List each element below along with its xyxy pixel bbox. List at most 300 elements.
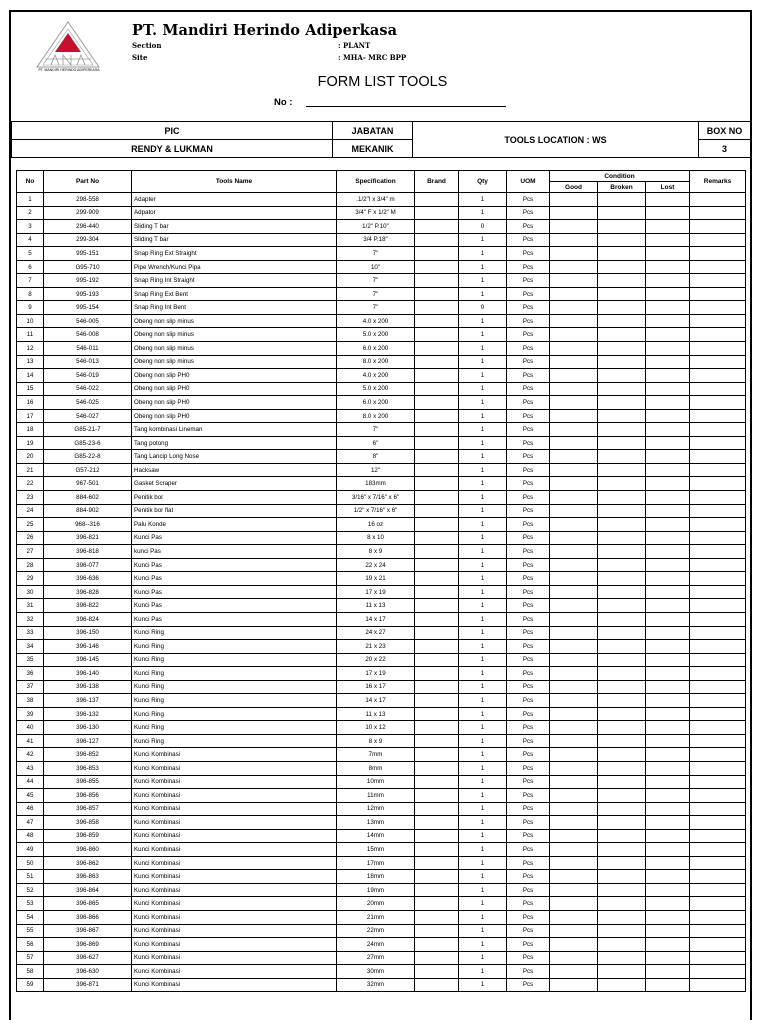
row-lost[interactable] <box>646 816 690 830</box>
row-good[interactable] <box>550 274 598 288</box>
row-remarks[interactable] <box>690 193 746 207</box>
row-broken[interactable] <box>598 640 646 654</box>
row-brand[interactable] <box>415 965 459 979</box>
row-lost[interactable] <box>646 924 690 938</box>
row-brand[interactable] <box>415 450 459 464</box>
row-lost[interactable] <box>646 369 690 383</box>
row-brand[interactable] <box>415 220 459 234</box>
row-remarks[interactable] <box>690 653 746 667</box>
row-brand[interactable] <box>415 938 459 952</box>
row-broken[interactable] <box>598 667 646 681</box>
row-broken[interactable] <box>598 206 646 220</box>
row-good[interactable] <box>550 612 598 626</box>
row-brand[interactable] <box>415 382 459 396</box>
row-remarks[interactable] <box>690 802 746 816</box>
row-brand[interactable] <box>415 856 459 870</box>
row-good[interactable] <box>550 409 598 423</box>
row-remarks[interactable] <box>690 599 746 613</box>
row-broken[interactable] <box>598 694 646 708</box>
row-good[interactable] <box>550 328 598 342</box>
row-remarks[interactable] <box>690 694 746 708</box>
row-remarks[interactable] <box>690 328 746 342</box>
row-good[interactable] <box>550 342 598 356</box>
row-remarks[interactable] <box>690 572 746 586</box>
row-good[interactable] <box>550 463 598 477</box>
row-remarks[interactable] <box>690 951 746 965</box>
row-lost[interactable] <box>646 477 690 491</box>
row-good[interactable] <box>550 802 598 816</box>
row-lost[interactable] <box>646 260 690 274</box>
row-brand[interactable] <box>415 802 459 816</box>
row-broken[interactable] <box>598 531 646 545</box>
row-remarks[interactable] <box>690 369 746 383</box>
row-lost[interactable] <box>646 707 690 721</box>
row-brand[interactable] <box>415 680 459 694</box>
row-good[interactable] <box>550 856 598 870</box>
row-brand[interactable] <box>415 504 459 518</box>
row-brand[interactable] <box>415 260 459 274</box>
row-brand[interactable] <box>415 789 459 803</box>
row-broken[interactable] <box>598 545 646 559</box>
row-brand[interactable] <box>415 640 459 654</box>
row-broken[interactable] <box>598 924 646 938</box>
row-good[interactable] <box>550 450 598 464</box>
row-good[interactable] <box>550 721 598 735</box>
row-broken[interactable] <box>598 680 646 694</box>
row-remarks[interactable] <box>690 504 746 518</box>
row-brand[interactable] <box>415 558 459 572</box>
row-broken[interactable] <box>598 761 646 775</box>
row-broken[interactable] <box>598 802 646 816</box>
row-broken[interactable] <box>598 910 646 924</box>
row-brand[interactable] <box>415 951 459 965</box>
row-good[interactable] <box>550 531 598 545</box>
row-remarks[interactable] <box>690 707 746 721</box>
row-remarks[interactable] <box>690 978 746 992</box>
row-remarks[interactable] <box>690 342 746 356</box>
row-lost[interactable] <box>646 856 690 870</box>
row-lost[interactable] <box>646 640 690 654</box>
row-broken[interactable] <box>598 220 646 234</box>
row-remarks[interactable] <box>690 843 746 857</box>
row-good[interactable] <box>550 504 598 518</box>
row-brand[interactable] <box>415 477 459 491</box>
row-lost[interactable] <box>646 342 690 356</box>
row-brand[interactable] <box>415 599 459 613</box>
row-lost[interactable] <box>646 897 690 911</box>
row-lost[interactable] <box>646 206 690 220</box>
row-broken[interactable] <box>598 978 646 992</box>
row-lost[interactable] <box>646 531 690 545</box>
row-brand[interactable] <box>415 707 459 721</box>
row-broken[interactable] <box>598 247 646 261</box>
row-remarks[interactable] <box>690 396 746 410</box>
row-good[interactable] <box>550 369 598 383</box>
row-good[interactable] <box>550 843 598 857</box>
row-good[interactable] <box>550 206 598 220</box>
row-lost[interactable] <box>646 423 690 437</box>
row-remarks[interactable] <box>690 491 746 505</box>
row-broken[interactable] <box>598 816 646 830</box>
row-lost[interactable] <box>646 843 690 857</box>
row-remarks[interactable] <box>690 382 746 396</box>
row-lost[interactable] <box>646 287 690 301</box>
row-brand[interactable] <box>415 463 459 477</box>
row-good[interactable] <box>550 382 598 396</box>
row-remarks[interactable] <box>690 220 746 234</box>
row-broken[interactable] <box>598 599 646 613</box>
row-lost[interactable] <box>646 328 690 342</box>
row-good[interactable] <box>550 220 598 234</box>
row-broken[interactable] <box>598 314 646 328</box>
row-lost[interactable] <box>646 274 690 288</box>
row-broken[interactable] <box>598 450 646 464</box>
row-lost[interactable] <box>646 721 690 735</box>
row-brand[interactable] <box>415 897 459 911</box>
row-remarks[interactable] <box>690 247 746 261</box>
row-broken[interactable] <box>598 463 646 477</box>
row-lost[interactable] <box>646 572 690 586</box>
row-brand[interactable] <box>415 748 459 762</box>
row-brand[interactable] <box>415 667 459 681</box>
row-brand[interactable] <box>415 355 459 369</box>
row-broken[interactable] <box>598 328 646 342</box>
row-broken[interactable] <box>598 626 646 640</box>
row-lost[interactable] <box>646 612 690 626</box>
row-remarks[interactable] <box>690 450 746 464</box>
row-remarks[interactable] <box>690 355 746 369</box>
row-broken[interactable] <box>598 409 646 423</box>
row-remarks[interactable] <box>690 436 746 450</box>
row-broken[interactable] <box>598 707 646 721</box>
row-remarks[interactable] <box>690 775 746 789</box>
row-lost[interactable] <box>646 626 690 640</box>
row-lost[interactable] <box>646 965 690 979</box>
row-brand[interactable] <box>415 694 459 708</box>
row-brand[interactable] <box>415 409 459 423</box>
row-brand[interactable] <box>415 585 459 599</box>
row-brand[interactable] <box>415 829 459 843</box>
row-remarks[interactable] <box>690 734 746 748</box>
row-broken[interactable] <box>598 572 646 586</box>
row-brand[interactable] <box>415 734 459 748</box>
row-lost[interactable] <box>646 694 690 708</box>
row-good[interactable] <box>550 883 598 897</box>
row-good[interactable] <box>550 314 598 328</box>
row-good[interactable] <box>550 423 598 437</box>
row-good[interactable] <box>550 951 598 965</box>
row-broken[interactable] <box>598 491 646 505</box>
row-good[interactable] <box>550 260 598 274</box>
row-remarks[interactable] <box>690 667 746 681</box>
row-lost[interactable] <box>646 247 690 261</box>
row-broken[interactable] <box>598 653 646 667</box>
row-lost[interactable] <box>646 789 690 803</box>
row-broken[interactable] <box>598 233 646 247</box>
row-good[interactable] <box>550 518 598 532</box>
row-remarks[interactable] <box>690 518 746 532</box>
row-broken[interactable] <box>598 518 646 532</box>
row-remarks[interactable] <box>690 531 746 545</box>
row-good[interactable] <box>550 924 598 938</box>
row-brand[interactable] <box>415 545 459 559</box>
row-remarks[interactable] <box>690 477 746 491</box>
row-broken[interactable] <box>598 775 646 789</box>
row-good[interactable] <box>550 694 598 708</box>
row-broken[interactable] <box>598 612 646 626</box>
row-brand[interactable] <box>415 924 459 938</box>
row-broken[interactable] <box>598 504 646 518</box>
row-broken[interactable] <box>598 870 646 884</box>
row-good[interactable] <box>550 477 598 491</box>
row-lost[interactable] <box>646 748 690 762</box>
row-good[interactable] <box>550 585 598 599</box>
row-brand[interactable] <box>415 843 459 857</box>
row-lost[interactable] <box>646 545 690 559</box>
row-broken[interactable] <box>598 355 646 369</box>
row-lost[interactable] <box>646 883 690 897</box>
row-remarks[interactable] <box>690 829 746 843</box>
row-remarks[interactable] <box>690 463 746 477</box>
row-lost[interactable] <box>646 220 690 234</box>
row-good[interactable] <box>550 761 598 775</box>
row-good[interactable] <box>550 680 598 694</box>
row-lost[interactable] <box>646 301 690 315</box>
row-lost[interactable] <box>646 667 690 681</box>
row-lost[interactable] <box>646 653 690 667</box>
row-brand[interactable] <box>415 612 459 626</box>
row-good[interactable] <box>550 287 598 301</box>
row-remarks[interactable] <box>690 260 746 274</box>
row-lost[interactable] <box>646 450 690 464</box>
row-lost[interactable] <box>646 829 690 843</box>
row-lost[interactable] <box>646 938 690 952</box>
row-brand[interactable] <box>415 883 459 897</box>
row-no: 58 <box>17 965 44 979</box>
row-good[interactable] <box>550 558 598 572</box>
row-lost[interactable] <box>646 775 690 789</box>
row-broken[interactable] <box>598 274 646 288</box>
row-good[interactable] <box>550 965 598 979</box>
row-remarks[interactable] <box>690 856 746 870</box>
row-broken[interactable] <box>598 423 646 437</box>
row-remarks[interactable] <box>690 924 746 938</box>
row-remarks[interactable] <box>690 545 746 559</box>
row-lost[interactable] <box>646 491 690 505</box>
row-good[interactable] <box>550 667 598 681</box>
row-lost[interactable] <box>646 910 690 924</box>
row-remarks[interactable] <box>690 640 746 654</box>
row-remarks[interactable] <box>690 409 746 423</box>
row-lost[interactable] <box>646 355 690 369</box>
row-lost[interactable] <box>646 463 690 477</box>
row-brand[interactable] <box>415 287 459 301</box>
row-brand[interactable] <box>415 314 459 328</box>
row-good[interactable] <box>550 910 598 924</box>
row-broken[interactable] <box>598 287 646 301</box>
row-broken[interactable] <box>598 477 646 491</box>
row-remarks[interactable] <box>690 314 746 328</box>
row-good[interactable] <box>550 897 598 911</box>
row-no: 36 <box>17 667 44 681</box>
row-good[interactable] <box>550 436 598 450</box>
row-broken[interactable] <box>598 829 646 843</box>
row-brand[interactable] <box>415 531 459 545</box>
row-good[interactable] <box>550 396 598 410</box>
row-broken[interactable] <box>598 883 646 897</box>
row-brand[interactable] <box>415 369 459 383</box>
row-good[interactable] <box>550 978 598 992</box>
row-brand[interactable] <box>415 301 459 315</box>
row-remarks[interactable] <box>690 558 746 572</box>
row-good[interactable] <box>550 545 598 559</box>
row-broken[interactable] <box>598 382 646 396</box>
row-brand[interactable] <box>415 910 459 924</box>
row-good[interactable] <box>550 599 598 613</box>
row-brand[interactable] <box>415 423 459 437</box>
row-remarks[interactable] <box>690 883 746 897</box>
row-brand[interactable] <box>415 626 459 640</box>
row-remarks[interactable] <box>690 274 746 288</box>
row-remarks[interactable] <box>690 301 746 315</box>
row-remarks[interactable] <box>690 761 746 775</box>
row-lost[interactable] <box>646 558 690 572</box>
row-brand[interactable] <box>415 572 459 586</box>
row-good[interactable] <box>550 626 598 640</box>
row-brand[interactable] <box>415 247 459 261</box>
row-good[interactable] <box>550 247 598 261</box>
row-lost[interactable] <box>646 802 690 816</box>
row-good[interactable] <box>550 653 598 667</box>
row-broken[interactable] <box>598 897 646 911</box>
row-brand[interactable] <box>415 653 459 667</box>
row-broken[interactable] <box>598 748 646 762</box>
row-broken[interactable] <box>598 301 646 315</box>
row-broken[interactable] <box>598 558 646 572</box>
row-good[interactable] <box>550 816 598 830</box>
row-good[interactable] <box>550 870 598 884</box>
row-remarks[interactable] <box>690 612 746 626</box>
row-lost[interactable] <box>646 951 690 965</box>
row-brand[interactable] <box>415 518 459 532</box>
row-lost[interactable] <box>646 193 690 207</box>
row-uom: Pcs <box>507 707 550 721</box>
row-broken[interactable] <box>598 951 646 965</box>
row-brand[interactable] <box>415 396 459 410</box>
row-lost[interactable] <box>646 680 690 694</box>
row-broken[interactable] <box>598 436 646 450</box>
row-good[interactable] <box>550 355 598 369</box>
row-remarks[interactable] <box>690 965 746 979</box>
row-lost[interactable] <box>646 518 690 532</box>
row-remarks[interactable] <box>690 585 746 599</box>
row-broken[interactable] <box>598 342 646 356</box>
row-good[interactable] <box>550 640 598 654</box>
row-lost[interactable] <box>646 314 690 328</box>
row-broken[interactable] <box>598 260 646 274</box>
form-number-field[interactable] <box>306 106 506 107</box>
row-lost[interactable] <box>646 436 690 450</box>
row-brand[interactable] <box>415 436 459 450</box>
row-brand[interactable] <box>415 206 459 220</box>
row-broken[interactable] <box>598 965 646 979</box>
row-good[interactable] <box>550 829 598 843</box>
row-brand[interactable] <box>415 328 459 342</box>
row-broken[interactable] <box>598 369 646 383</box>
row-good[interactable] <box>550 572 598 586</box>
row-lost[interactable] <box>646 409 690 423</box>
row-good[interactable] <box>550 301 598 315</box>
row-lost[interactable] <box>646 734 690 748</box>
row-broken[interactable] <box>598 843 646 857</box>
row-good[interactable] <box>550 233 598 247</box>
row-lost[interactable] <box>646 599 690 613</box>
row-brand[interactable] <box>415 491 459 505</box>
row-brand[interactable] <box>415 870 459 884</box>
row-good[interactable] <box>550 938 598 952</box>
row-lost[interactable] <box>646 761 690 775</box>
row-lost[interactable] <box>646 585 690 599</box>
row-lost[interactable] <box>646 233 690 247</box>
row-good[interactable] <box>550 491 598 505</box>
row-lost[interactable] <box>646 870 690 884</box>
row-broken[interactable] <box>598 193 646 207</box>
row-broken[interactable] <box>598 938 646 952</box>
row-remarks[interactable] <box>690 206 746 220</box>
row-brand[interactable] <box>415 721 459 735</box>
row-brand[interactable] <box>415 274 459 288</box>
row-brand[interactable] <box>415 761 459 775</box>
row-lost[interactable] <box>646 382 690 396</box>
row-broken[interactable] <box>598 789 646 803</box>
row-remarks[interactable] <box>690 287 746 301</box>
row-lost[interactable] <box>646 978 690 992</box>
row-good[interactable] <box>550 789 598 803</box>
row-remarks[interactable] <box>690 680 746 694</box>
row-lost[interactable] <box>646 504 690 518</box>
row-brand[interactable] <box>415 816 459 830</box>
row-good[interactable] <box>550 748 598 762</box>
row-broken[interactable] <box>598 585 646 599</box>
row-remarks[interactable] <box>690 721 746 735</box>
row-broken[interactable] <box>598 721 646 735</box>
row-remarks[interactable] <box>690 748 746 762</box>
row-good[interactable] <box>550 707 598 721</box>
row-remarks[interactable] <box>690 626 746 640</box>
row-good[interactable] <box>550 775 598 789</box>
row-remarks[interactable] <box>690 233 746 247</box>
row-lost[interactable] <box>646 396 690 410</box>
row-brand[interactable] <box>415 193 459 207</box>
row-broken[interactable] <box>598 734 646 748</box>
row-remarks[interactable] <box>690 910 746 924</box>
row-good[interactable] <box>550 734 598 748</box>
row-remarks[interactable] <box>690 870 746 884</box>
row-remarks[interactable] <box>690 938 746 952</box>
row-no: 53 <box>17 897 44 911</box>
row-remarks[interactable] <box>690 789 746 803</box>
row-brand[interactable] <box>415 233 459 247</box>
row-brand[interactable] <box>415 342 459 356</box>
row-good[interactable] <box>550 193 598 207</box>
row-brand[interactable] <box>415 978 459 992</box>
row-broken[interactable] <box>598 856 646 870</box>
row-remarks[interactable] <box>690 897 746 911</box>
row-broken[interactable] <box>598 396 646 410</box>
row-remarks[interactable] <box>690 816 746 830</box>
row-remarks[interactable] <box>690 423 746 437</box>
row-brand[interactable] <box>415 775 459 789</box>
